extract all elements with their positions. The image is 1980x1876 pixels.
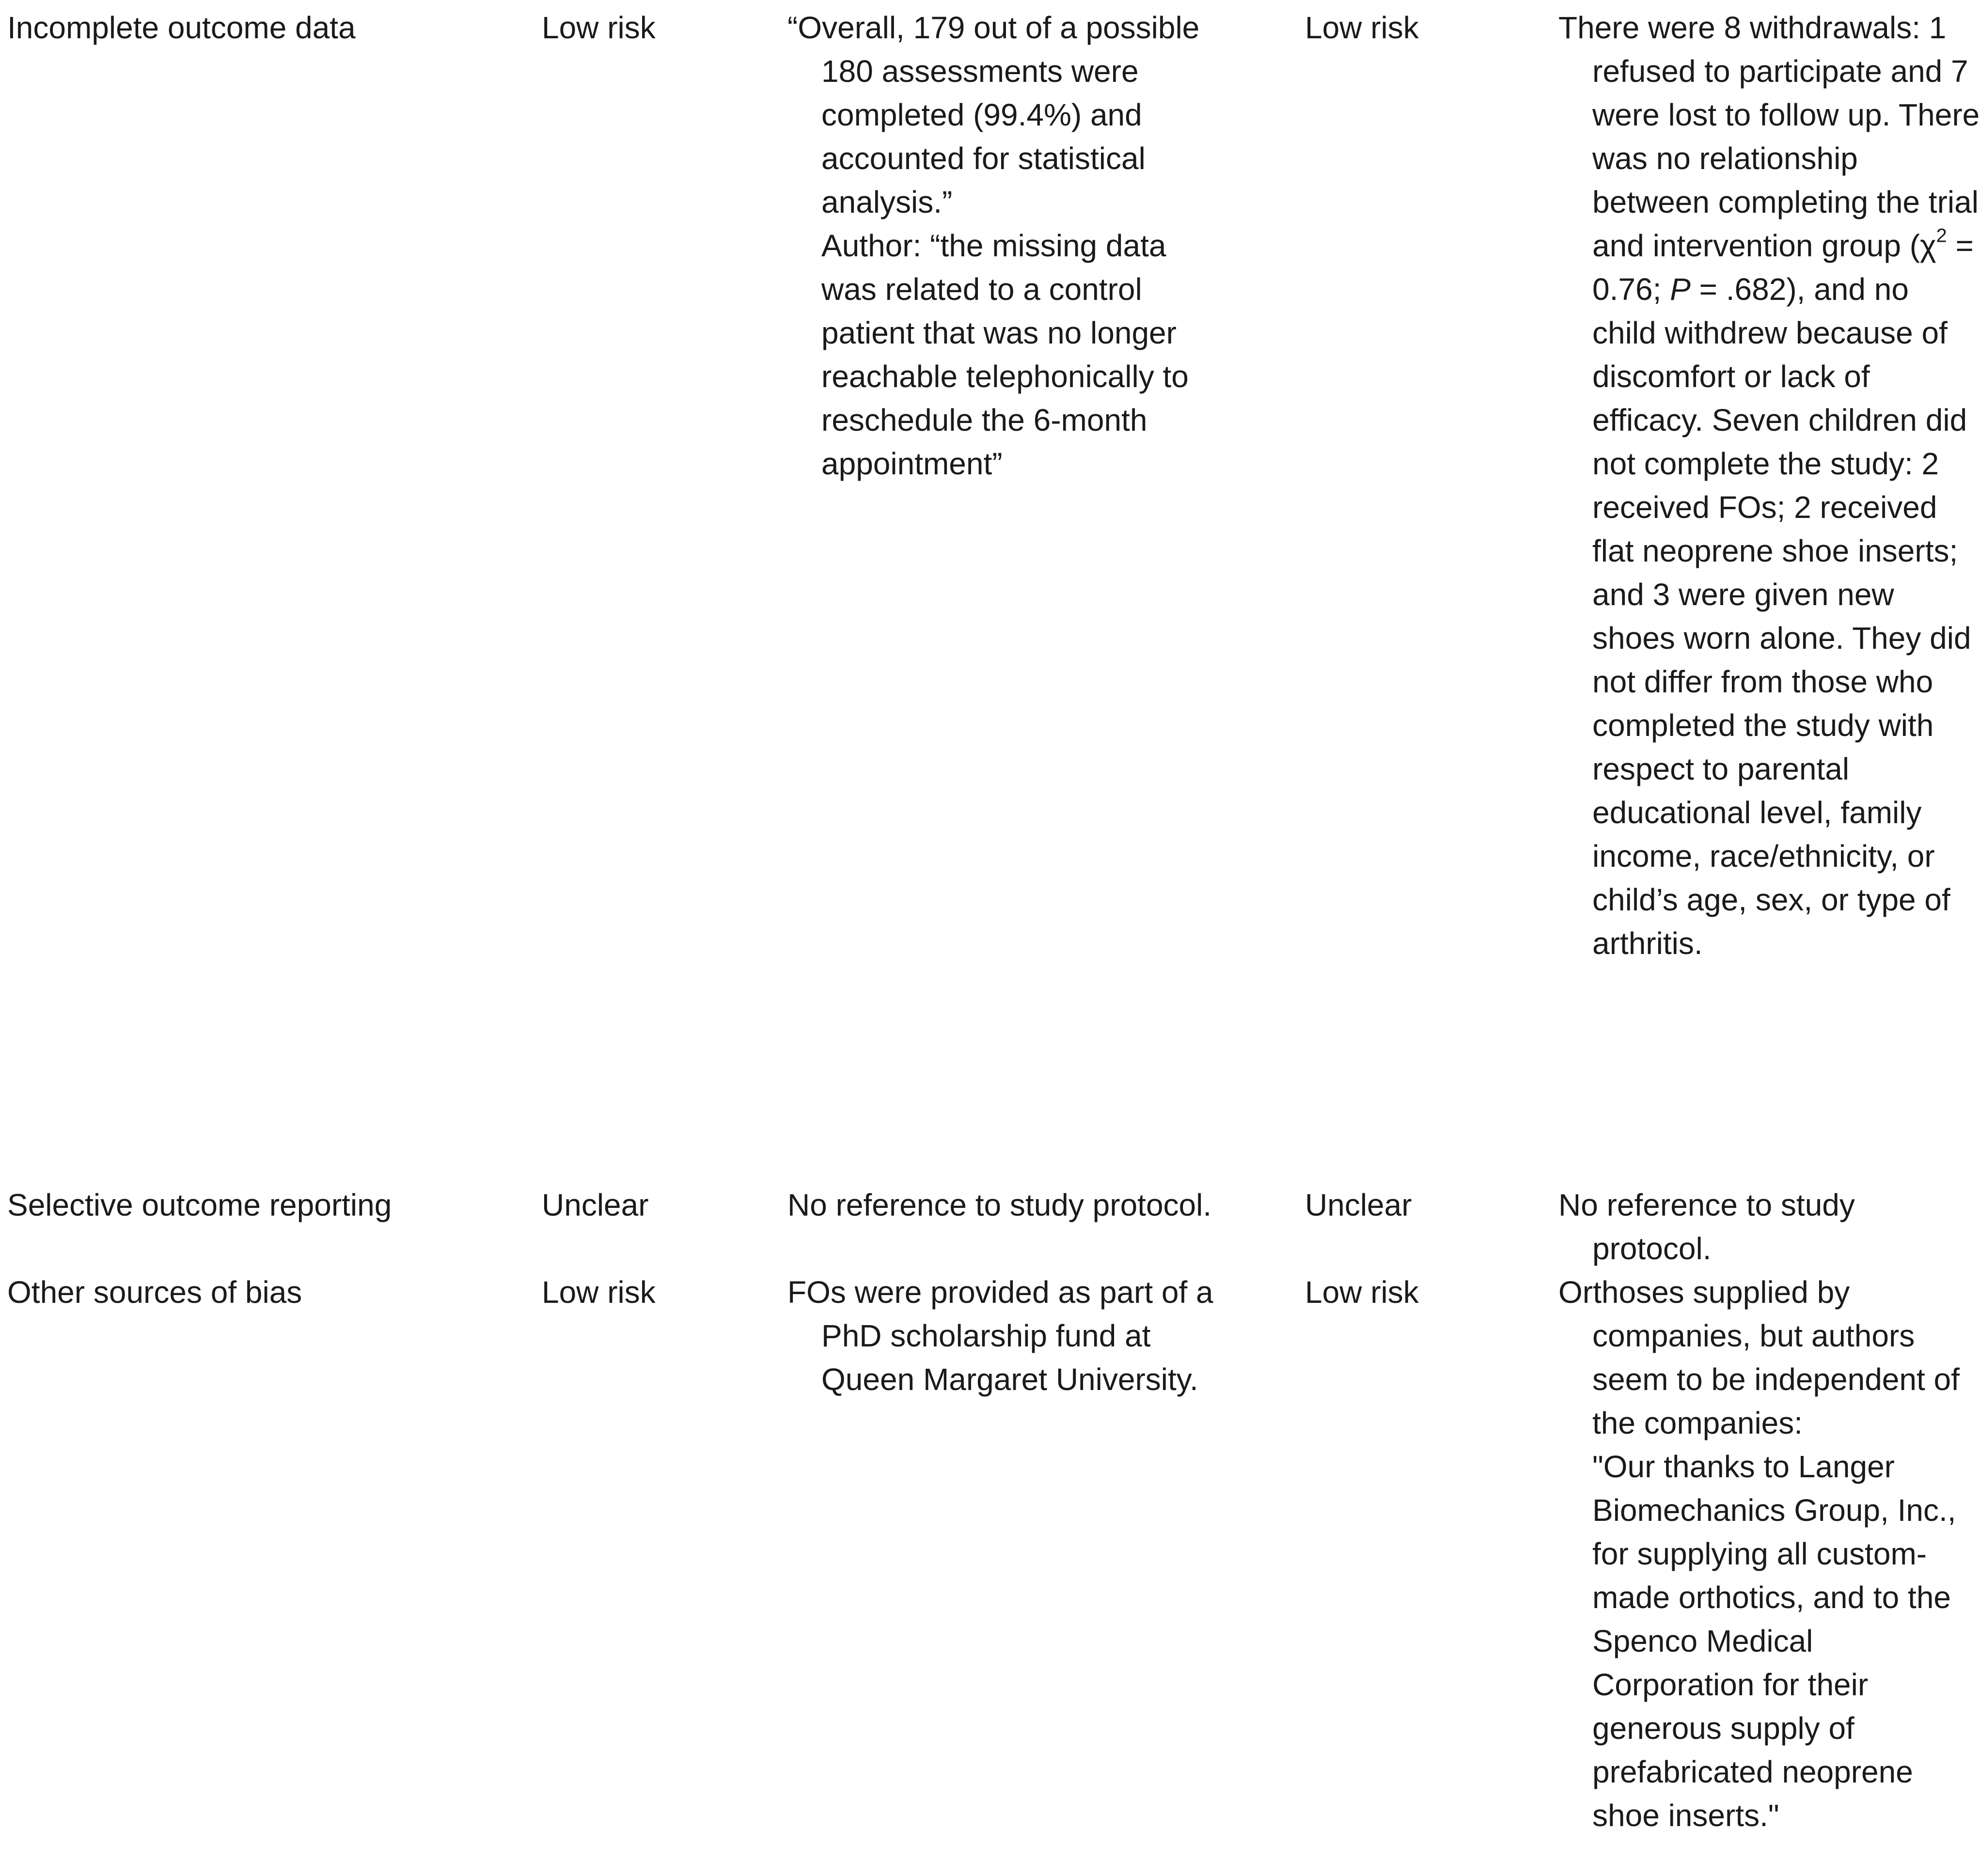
table-row: [0, 1183, 1949, 1270]
table-row: [0, 1270, 1960, 1876]
study1-support-cell: FOs were provided as part of a PhD scholarship fund at Queen Margaret University.: [787, 1275, 1213, 1397]
study2-support-cell: [1558, 1270, 1980, 1837]
chi-square-superscript: 2: [1936, 225, 1947, 247]
study2-judgement-cell: Low risk: [1305, 1275, 1419, 1310]
study1-support-cell: [787, 6, 1219, 485]
support-paragraph: Orthoses supplied by companies, but authors seem to be independent of the companies:: [1558, 1275, 1960, 1440]
study1-judgement-cell: Low risk: [542, 10, 656, 45]
bias-domain-cell: Other sources of bias: [7, 1275, 302, 1310]
bias-domain-cell: Selective outcome reporting: [7, 1188, 392, 1222]
support-text: = .682), and no child withdrew because of discomfort or lack of efficacy. Seven children did not complete the study: 2 received FOs; 2 received flat neoprene shoe inserts; and 3 were given new shoes worn alone. They did not differ from those who completed the study with respect to parental educational level, family income, race/ethnicity, or child’s age, sex, or type of arthritis.: [1592, 272, 1971, 961]
study2-judgement-cell: Unclear: [1305, 1188, 1412, 1222]
bias-domain-cell: Incomplete outcome data: [7, 10, 356, 45]
support-text: There were 8 withdrawals: 1 refused to participate and 7 were lost to follow up. There was no relationship between completing the trial and intervention group (χ: [1558, 10, 1980, 263]
study2-support-cell: No reference to study protocol.: [1558, 1188, 1855, 1266]
study1-judgement-cell: Unclear: [542, 1188, 649, 1222]
study1-support-cell: No reference to study protocol.: [787, 1188, 1212, 1222]
study2-support-cell: [1558, 6, 1980, 965]
p-symbol: P: [1670, 272, 1691, 307]
risk-of-bias-table: [0, 6, 1980, 1876]
study1-judgement-cell: Low risk: [542, 1275, 656, 1310]
table-row: [0, 6, 1980, 1183]
support-paragraph: “Overall, 179 out of a possible 180 assessments were completed (99.4%) and accounted for statistical analysis.”: [787, 10, 1200, 219]
support-text: = 0.76;: [1592, 228, 1974, 307]
support-paragraph: "Our thanks to Langer Biomechanics Group, Inc., for supplying all custom-made orthotics, and to the Spenco Medical Corporation for their generous supply of prefabricated neoprene shoe inserts.": [1592, 1449, 1956, 1833]
study2-judgement-cell: Low risk: [1305, 10, 1419, 45]
support-paragraph: Author: “the missing data was related to a control patient that was no longer reachable telephonically to reschedule the 6-month appointment”: [821, 228, 1189, 481]
